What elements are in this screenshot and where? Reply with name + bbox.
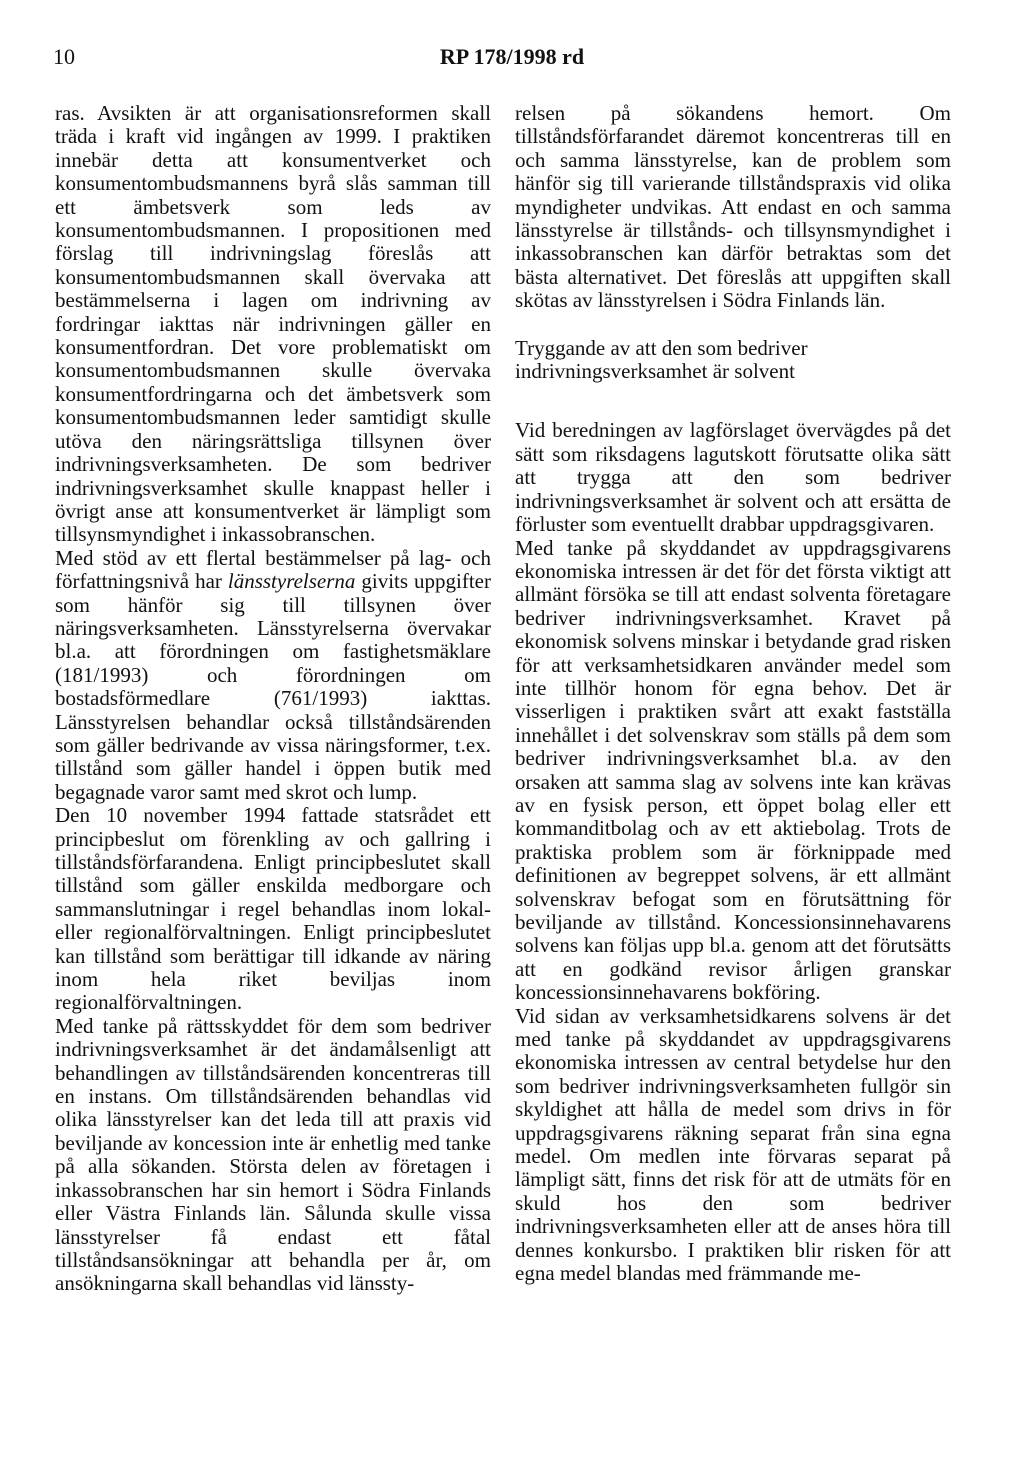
left-paragraph-2-text-b: givits uppgifter som hänför sig till tillsynen över näringsverksamheten. Länsstyrelserna övervakar bl.a. att förordningen om fastighetsmäklare (181/1993) och förordningen om bostadsförmedlare (761/1993) iakttas. Länsstyrelsen behandlar också tillståndsärenden som gäller bedrivande av vissa näringsformer, t.ex. tillstånd som gäller handel i öppen butik med begagnade varor samt med skrot och lump. [55,569,491,804]
left-paragraph-3: Den 10 november 1994 fattade statsrådet ett principbeslut om förenkling av och gallring i tillståndsförfarandena. Enligt principbeslutet skall tillstånd som gäller enskilda medborgare och sammanslutningar i regel behandlas inom lokal- eller regionalförvaltningen. Enligt principbeslutet kan tillstånd som berättigar till idkande av näring inom hela riket beviljas inom regionalförvaltningen. [55,803,491,1015]
right-paragraph-3: Med tanke på skyddandet av uppdragsgivarens ekonomiska intressen är det för det första viktigt att allmänt försöka se till att endast solventa företagare bedriver indrivningsverksamhet. Kravet på ekonomisk solvens minskar i betydande grad risken för att verksamhetsidkaren använder medel som inte tillhör honom för egna behov. Det är visserligen i praktiken svårt att exakt fastställa innehållet i det solvenskrav som ställs på dem som bedriver indrivningsverksamhet bl.a. av den orsaken att samma slag av solvens inte kan krävas av en fysisk person, ett öppet bolag eller ett kommanditbolag och av ett aktiebolag. Trots de praktiska problem som är förknippade med definitionen av begreppet solvens, är ett allmänt solvenskrav befogat som en förutsättning för beviljande av tillstånd. Koncessionsinnehavarens solvens kan följas upp bl.a. genom att det förutsätts att en godkänd revisor årligen granskar koncessionsinnehavarens bokföring. [515,535,951,1005]
page-number: 10 [53,44,75,69]
right-paragraph-4: Vid sidan av verksamhetsidkarens solvens är det med tanke på skyddandet av uppdragsgivarens ekonomiska intressen av central betydelse hur den som bedriver indrivningsverksamheten fullgör sin skyldighet att hålla de medel som drivs in för uppdragsgivarens räkning separat från sina egna medel. Om medlen inte förvaras separat på lämpligt sätt, finns det risk för att de utmäts för en skuld hos den som bedriver indrivningsverksamheten eller att de anses höra till dennes konkursbo. I praktiken blir risken för att egna medel blandas med främmande me- [515,1003,951,1286]
left-paragraph-1: ras. Avsikten är att organisationsreformen skall träda i kraft vid ingången av 1999. I praktiken innebär detta att konsumentverket och konsumentombudsmannens byrå slås samman till ett ämbetsverk som leds av konsumentombudsmannen. I propositionen med förslag till indrivningslag föreslås att konsumentombudsmannen skall övervaka att bestämmelserna i lagen om indrivning av fordringar iakttas när indrivningen gäller en konsumentfordran. Det vore problematiskt om konsumentombudsmannen skulle övervaka konsumentfordringarna och det ämbetsverk som konsumentombudsmannen leder samtidigt skulle utöva den näringsrättsliga tillsynen över indrivningsverksamheten. De som bedriver indrivningsverksamhet skulle knappast heller i övrigt anse att konsumentverket är lämpligt som tillsynsmyndighet i inkassobranschen. [55,101,491,547]
section-heading: Tryggande av att den som bedriver indrivningsverksamhet är solvent [515,335,808,384]
right-paragraph-2: Vid beredningen av lagförslaget övervägdes på det sätt som riksdagens lagutskott förutsatte olika sätt att trygga att den som bedriver indrivningsverksamhet är solvent och att ersätta de förluster som eventuellt drabbar uppdragsgivaren. [515,418,951,537]
left-paragraph-2-text-a: Med stöd av ett flertal bestämmelser på lag- och författningsnivå har [55,545,491,594]
left-paragraph-2 [55,547,491,804]
left-column [55,102,491,1296]
right-paragraph-1: relsen på sökandens hemort. Om tillståndsförfarandet däremot koncentreras till en och samma länsstyrelse, kan de problem som hänför sig till varierande tillståndspraxis vid olika myndigheter undvikas. Att endast en och samma länsstyrelse är tillstånds- och tillsynsmyndighet i inkassobranschen kan därför betraktas som det bästa alternativet. Det föreslås att uppgiften skall skötas av länsstyrelsen i Södra Finlands län. [515,101,951,313]
running-head: RP 178/1998 rd [439,44,585,69]
italic-term: länsstyrelserna [227,569,356,594]
left-paragraph-4: Med tanke på rättsskyddet för dem som bedriver indrivningsverksamhet är det ändamålsenligt att behandlingen av tillståndsärenden koncentreras till en instans. Om tillståndsärenden behandlas vid olika länsstyrelser kan det leda till att praxis vid beviljande av koncession inte är enhetlig med tanke på alla sökanden. Största delen av företagen i inkassobranschen har sin hemort i Södra Finlands eller Västra Finlands län. Sålunda skulle vissa länsstyrelser få endast ett fåtal tillståndsansökningar att behandla per år, om ansökningarna skall behandlas vid länssty- [55,1013,491,1296]
right-column [515,102,951,1286]
